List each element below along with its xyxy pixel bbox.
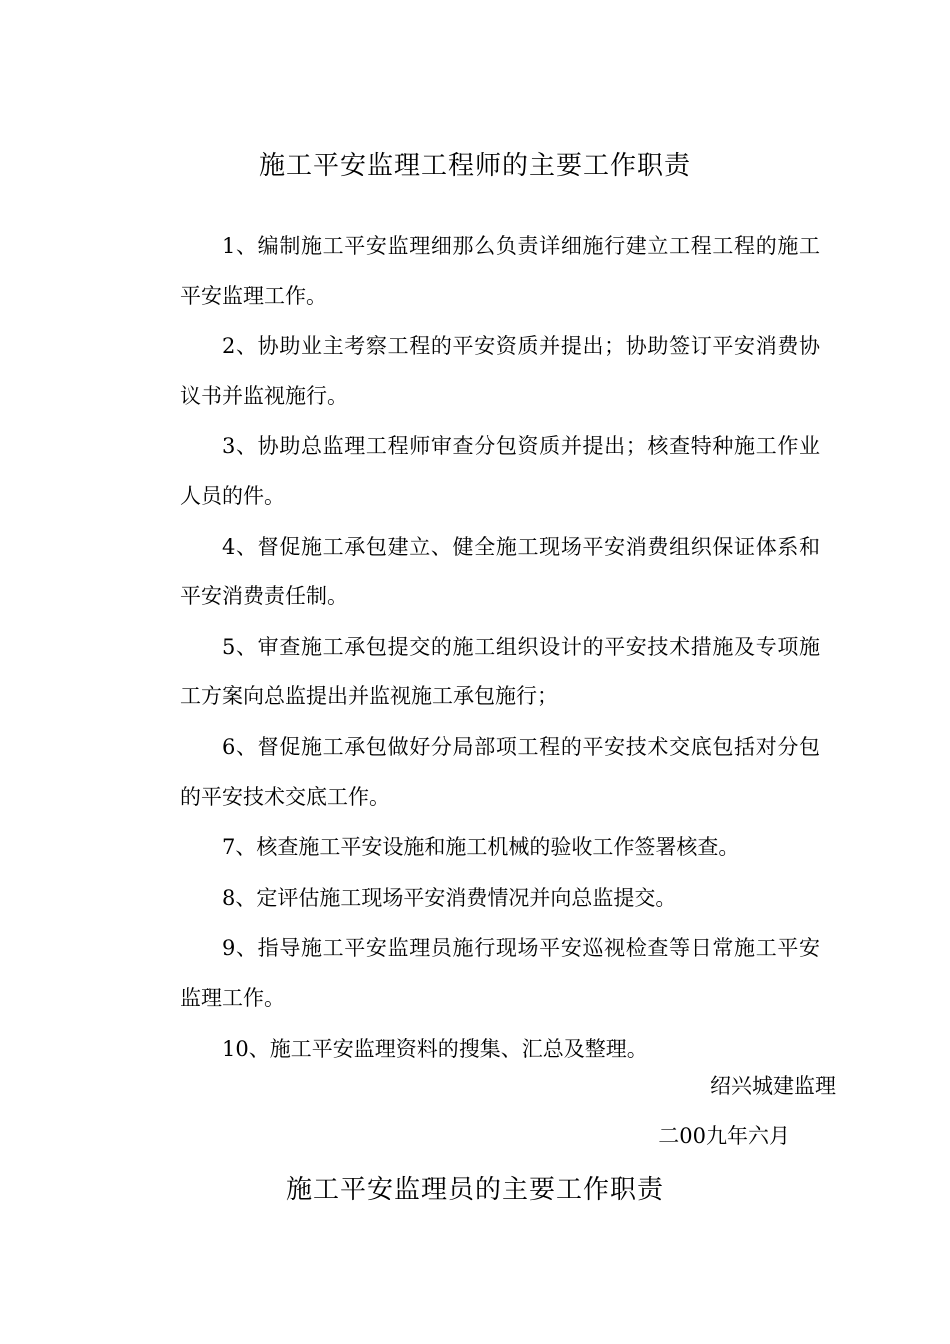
next-section-title: 施工平安监理员的主要工作职责: [285, 1175, 664, 1205]
document-title: 施工平安监理工程师的主要工作职责: [258, 151, 691, 181]
duty-item-4: 4、督促施工承包建立、健全施工现场平安消费组织保证体系和平安消费责任制。: [180, 534, 820, 609]
duty-item-2: 2、协助业主考察工程的平安资质并提出；协助签订平安消费协议书并监视施行。: [180, 334, 820, 408]
duty-item-1: 1、编制施工平安监理细那么负责详细施行建立工程工程的施工平安监理工作。: [180, 234, 820, 308]
duty-item-5: 5、审查施工承包提交的施工组织设计的平安技术措施及专项施工方案向总监提出并监视施工承包施行；: [180, 634, 820, 709]
duty-item-9: 9、指导施工平安监理员施行现场平安巡视检查等日常施工平安监理工作。: [180, 936, 820, 1010]
duty-item-8: 8、定评估施工现场平安消费情况并向总监提交。: [222, 885, 677, 910]
signature-organization: 绍兴城建监理: [710, 1074, 836, 1098]
signature-date: 二00九年六月: [658, 1124, 790, 1148]
duty-item-10: 10、施工平安监理资料的搜集、汇总及整理。: [222, 1036, 648, 1061]
duty-item-7: 7、核查施工平安设施和施工机械的验收工作签署核查。: [222, 835, 740, 860]
duties-list: [180, 222, 820, 1075]
duty-item-3: 3、协助总监理工程师审查分包资质并提出；核查特种施工作业人员的件。: [180, 434, 820, 508]
duty-item-6: 6、督促施工承包做好分局部项工程的平安技术交底包括对分包的平安技术交底工作。: [180, 734, 820, 809]
